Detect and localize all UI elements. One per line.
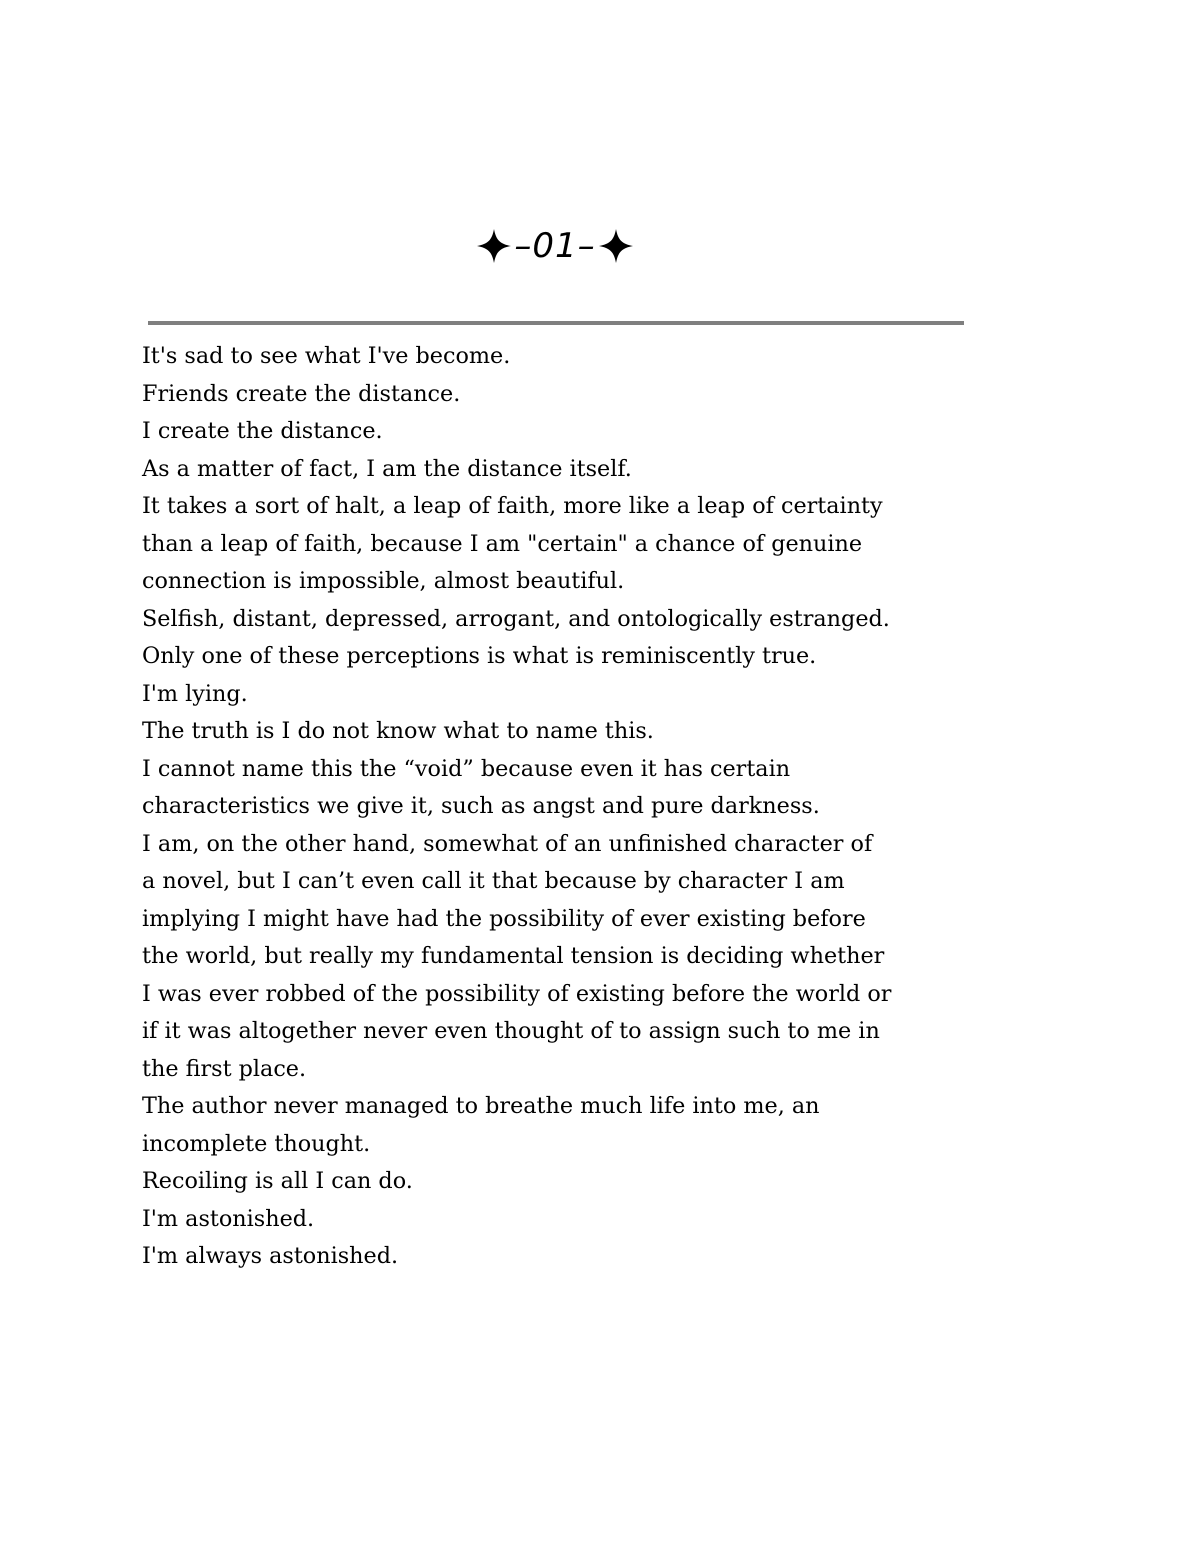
- text-line: As a matter of fact, I am the distance itself.: [142, 455, 632, 482]
- text-line: I'm always astonished.: [142, 1243, 399, 1269]
- text-line: connection is impossible, almost beautiful.: [142, 568, 625, 594]
- text-line: The truth is I do not know what to name this.: [142, 718, 654, 744]
- chapter-heading: [455, 218, 655, 274]
- text-line: I'm lying.: [142, 680, 248, 707]
- text-line: incomplete thought.: [142, 1130, 371, 1157]
- body-text: [142, 338, 982, 1276]
- text-line: The author never managed to breathe much life into me, an: [142, 1093, 820, 1119]
- text-line: I am, on the other hand, somewhat of an unfinished character of: [142, 830, 873, 857]
- four-point-star-icon: [598, 228, 634, 264]
- four-point-star-icon: [476, 228, 512, 264]
- text-line: Selfish, distant, depressed, arrogant, and ontologically estranged.: [142, 605, 890, 632]
- text-line: It takes a sort of halt, a leap of faith, more like a leap of certainty: [142, 493, 883, 519]
- text-line: implying I might have had the possibility of ever existing before: [142, 905, 866, 932]
- text-line: I create the distance.: [142, 418, 383, 444]
- text-line: characteristics we give it, such as angst and pure darkness.: [142, 793, 820, 819]
- chapter-number: –01–: [514, 226, 596, 266]
- text-line: the world, but really my fundamental tension is deciding whether: [142, 943, 885, 969]
- text-line: if it was altogether never even thought of to assign such to me in: [142, 1018, 880, 1044]
- text-line: than a leap of faith, because I am "certain" a chance of genuine: [142, 530, 863, 557]
- text-line: I cannot name this the “void” because even it has certain: [142, 755, 791, 782]
- text-line: a novel, but I can’t even call it that because by character I am: [142, 868, 845, 894]
- text-line: I'm astonished.: [142, 1205, 315, 1232]
- horizontal-rule: [148, 321, 964, 325]
- text-line: Only one of these perceptions is what is reminiscently true.: [142, 643, 817, 669]
- text-line: the first place.: [142, 1055, 307, 1082]
- text-line: Friends create the distance.: [142, 380, 461, 407]
- text-line: It's sad to see what I've become.: [142, 343, 511, 369]
- text-line: Recoiling is all I can do.: [142, 1168, 413, 1194]
- text-line: I was ever robbed of the possibility of existing before the world or: [142, 980, 892, 1007]
